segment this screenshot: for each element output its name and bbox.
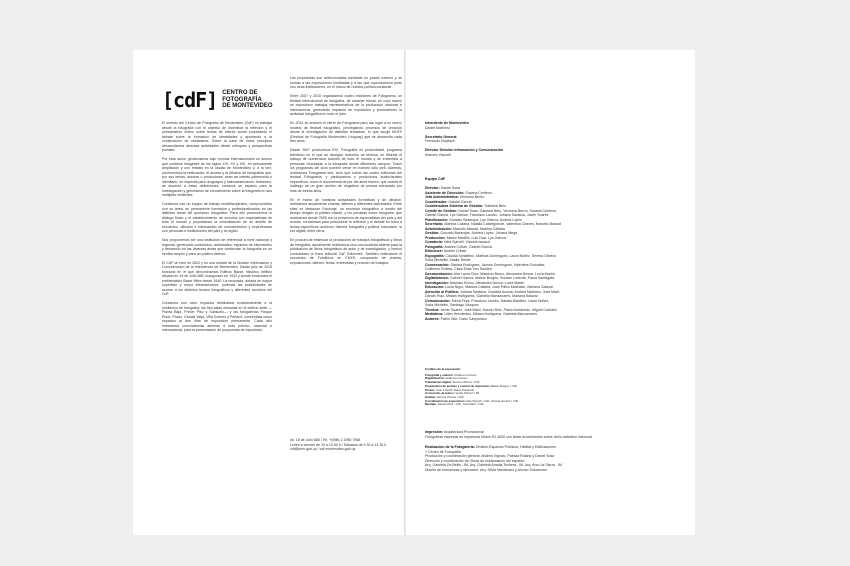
- team-label: Espografía:: [425, 253, 445, 258]
- team-text: Javier Suárez, José Martí, Darwin Ruiz, Pablo Arredondo, Miguel Carballo: [440, 307, 557, 312]
- credits-list: [425, 374, 675, 407]
- paragraph: En 2014 se anunció el cierre de Fotograma para dar lugar a un nuevo modelo de festival fotográfico, privilegiando procesos de creación desde la investigación de distintas temáticas, lo que surgió MUFF (Festival de Fotografía Montevideo Uruguay) que se desarrolla cada tres años.: [290, 121, 402, 143]
- credit-text: Darwin Ruiz / CdF, José Martí / CdF: [437, 403, 484, 407]
- authority-item: [425, 121, 675, 130]
- impresion-label: Impresión:: [425, 430, 444, 434]
- team-label: Mediateca:: [425, 312, 444, 316]
- team-text: Gonzalo Bazerque, Andrea López, Johana Mega: [440, 231, 518, 235]
- paragraph: Por esta razón, gestionamos bajo normas internacionales un acervo que contiene imágenes de los siglos XIX, XX y XXI, en permanente ampliación y con énfasis en la ciudad de Montevideo y, a la vez, promovemos la realización, el acceso y la difusión de fotografías que, por sus temas, autores o productores, sean de interés patrimonial e identitario, en especial para uruguayos y latinoamericanos. Asimismo, de acuerdo a estas definiciones, creamos un espacio para la investigación y generación de conocimiento sobre la fotografía en sus múltiples vertientes.: [162, 157, 272, 197]
- team-label: Conservación:: [425, 262, 450, 267]
- authority-role: Secretario General: [425, 134, 457, 139]
- page-gutter: [404, 50, 406, 535]
- address-line: Av. 18 de Julio 885 / Tel. +(598) 2 1950 7968: [290, 438, 361, 442]
- team-text: Lilián Hernández, Miriam Hortiguera, Gabriela Manzanares: [444, 312, 537, 316]
- team-text: Sofía Michelini, Santiago Vázquez: [425, 303, 479, 307]
- team-label: Director:: [425, 186, 440, 190]
- realizacion-block: [425, 445, 675, 472]
- team-label: Planificación:: [425, 217, 449, 222]
- logo-line-1: CENTRO DE: [222, 90, 258, 97]
- team-label: Comunicación:: [425, 298, 451, 303]
- credit-text: Serena Olivera / CdF: [452, 381, 480, 385]
- address-line: Lunes a viernes de 10 a 19.30 h / Sábados de 9.30 a 14.30 h: [290, 442, 387, 447]
- credits-block: [425, 368, 675, 407]
- team-text: Andrés Cribari, Gabriel García: [444, 244, 493, 249]
- team-label: Coordinador:: [425, 199, 448, 204]
- team-text: Daniel Sosa, Gabriela Belo, Verónica Berrío, Susana Centeno,: [458, 208, 557, 213]
- paragraph: Entre 2007 y 2015 organizamos cuatro ediciones de Fotograma, un festival internacional de fotografía, de carácter bienal, en cuyo marco se expusieron trabajos representativos de la producción nacional e internacional, generando espacios de exposición y promoviendo la actividad fotográfica en todo el país.: [290, 94, 402, 116]
- team-text: Ana Laura Cirio, Mauricio Bruno, Alexandra Nóvoa, Lucía Martín: [453, 271, 555, 276]
- credit-label: Fotografía y edición:: [425, 373, 454, 377]
- paragraph: Las propuestas son seleccionadas mediante un jurado externo y se suman a las exposiciones ineditadas y a las que coproducimos junto con otras instituciones, en el marco de nuestra política curatorial.: [290, 76, 402, 89]
- team-label: Ediciones:: [425, 249, 443, 253]
- credit-text: Verba Parisini / IM: [455, 392, 479, 396]
- team-label: Atención al Público:: [425, 289, 460, 294]
- team-text: Pablo Tate, Dario Campulano: [440, 316, 487, 321]
- team-block: [425, 177, 675, 321]
- credits-title: Créditos de la exposición:: [425, 367, 461, 371]
- credit-label: Coordinación de exposición:: [425, 399, 465, 403]
- authority-role: Intendente de Montevideo: [425, 121, 469, 125]
- team-text: Guillermo Robles, Clara Elías Von Sanden: [425, 267, 492, 271]
- team-text: Martina Callaba, Natalia Castelgrande, Valentina Chaves, Marcelo Mawad: [444, 222, 561, 226]
- realizacion-line: Producción y coordinación general: Andrea Vignolo, Patricia Roland y Daniel Sosa: [425, 454, 555, 458]
- paragraph: En el marco de nuestras actividades formativas y de difusión, realizamos anualmente charlas, talleres y diferentes actividades. Entre ellas se destacan Fotoviaje, un recorrido fotográfico a través del tiempo dirigido al público infantil, y los jornadas sobre fotografía, que realizamos desde 2005 con la presencia de especialistas del país y del mundo, concebidas para profundizar la reflexión y el debate en torno a temas específicos: archivos, historia, fotografía y política, educación, la era digital, entre otros.: [290, 197, 402, 233]
- team-text: Gonzalo Bazerque, Lys Gainza, Andrea López: [449, 217, 522, 222]
- team-label: Jefa Administrativa:: [425, 195, 459, 199]
- credit-label: Digitalización:: [425, 377, 445, 381]
- team-label: Investigación:: [425, 280, 449, 285]
- team-text: Susana Centeno: [465, 190, 492, 195]
- logo-text: [222, 90, 272, 110]
- paragraph: Contamos con un equipo de trabajo multidisciplinario, comprometido con su tarea, en permanente formación y profesionalización en las distintas áreas del quehacer fotográfico. Para ello promovemos el diálogo fluido y el establecimiento de vínculos con especialistas de todo el mundo y propiciamos la consolidación de un ámbito de encuentro, difusión e intercambio de conocimientos y experiencias con personas e instituciones del país y la región.: [162, 202, 272, 233]
- credit-label: Corrección de textos:: [425, 392, 455, 396]
- address-block: [290, 438, 402, 452]
- logo-mark: [cdF]: [162, 88, 218, 112]
- credit-label: Preparación de archivo y control de impresión:: [425, 384, 490, 388]
- team-label: Curaduría:: [425, 240, 443, 244]
- team-text: Mauro Martiño, Luis Díaz, Lys Gainza: [446, 235, 506, 240]
- team-title: Equipo CdF: [425, 177, 445, 181]
- credit-text: Juan Franelli, Mario Paulinelli: [435, 388, 474, 392]
- team-label: Comité de Gestión:: [425, 208, 458, 213]
- team-label: Educación:: [425, 285, 445, 289]
- team-text: Johana Santana, Graciela Acosta, Andrea Martínez, José Martí,: [460, 289, 561, 294]
- team-text: Claudia Schiaffino, Mathías Dominguez, Laura Núñez, Serena Olivera,: [445, 253, 557, 258]
- team-list: [425, 186, 675, 321]
- impresion-detail: Fotografías impresas en impresora Mutoh RJ 4000 con tintas ecosolventes sobre vinilo adhesivo Intercoat.: [425, 434, 593, 439]
- realizacion-line: Dirección y coordinación de Obras de implantación del espacio:: [425, 458, 525, 463]
- team-text: Gabriel García, Lys Gainza, Francisco Landro, Johana Santana, Javier Suárez: [425, 213, 549, 217]
- paragraph: El sentido del Centro de Fotografía de Montevideo (CdF) es trabajar desde la fotografía con el objetivo de incentivar la reflexión y el pensamiento crítico sobre temas de interés social propiciando el debate sobre la formación de identidades y aportando a la construcción de ciudadanía. Sobre la base de estos principios desarrollamos diversas actividades desde enfoques y perspectivas plurales.: [162, 121, 272, 152]
- team-text: Gabriel García, Maisor Borges, Horacio Loriente, Paula Santagata: [450, 276, 555, 280]
- credit-text: Maisor Borges / CdF: [490, 384, 518, 388]
- authority-item: [425, 135, 675, 144]
- team-text: Mauricio Bruno, Alexandra Nóvoa, Lucía Martín: [449, 280, 525, 285]
- paragraph: En procura de estimular la producción de trabajos fotográficos y libros de fotografía, anualmente realizamos una convocatoria abierta para la publicación de libros fotográficos de autor y de investigación, y hemos consolidado la línea editorial CdF Ediciones. También realizamos el encuentro de Fotolibros en CMYK, compuesto de charlas, exposiciones, talleres, ferias, entrevistas y revisión de trabajos.: [290, 238, 402, 265]
- team-label: Técnica:: [425, 307, 440, 312]
- logo-line-2: FOTOGRAFÍA: [222, 96, 262, 103]
- credit-label: Tratamiento digital:: [425, 381, 452, 385]
- team-label: Administración:: [425, 226, 452, 231]
- team-text: Darwin Ruiz, Miriam Hortiguera, Gabriela Manzanares, Mariana Salazar: [425, 294, 538, 298]
- team-text: Héla Spinelli, Victoria Ismach: [443, 240, 490, 244]
- realizacion-text: División Espacios Públicos, Hábitat y Edificaciones: [475, 445, 556, 449]
- credit-row: [425, 403, 675, 407]
- authorities-block: [425, 121, 675, 162]
- team-text: Daniel Sosa: [440, 186, 460, 190]
- team-label: Asistente de Dirección:: [425, 190, 465, 195]
- impresion-block: [425, 430, 675, 439]
- team-text: Sofía Michelini, Nadia Terkiel: [425, 258, 471, 262]
- team-text: Verónica Berrío: [459, 195, 485, 199]
- team-label: Coordinadora Sistema de Gestión:: [425, 204, 484, 208]
- paragraph: Contamos con ocho espacios destinados exclusivamente a la exhibición de fotografía: las tres salas ubicadas en el edificio sede —Planta Baja, Primer Piso y Subsuelo— y las fotogalerías Parque Rodó, Prado, Ciudad Vieja, Villa Dolores y Peñarol, concebidas como espacios al aire libre de exposición permanente. Cada año realizamos convocatorias abiertas a todo público, nacional e internacional, para la presentación de propuestas de exposición.: [162, 301, 272, 332]
- contact-line: cdf@imm.gub.uy / cdf.montevideo.gub.uy: [290, 447, 356, 451]
- credit-text: Guillermo Franco: [445, 377, 468, 381]
- authority-item: [425, 148, 675, 157]
- team-text: Marcelo Mawad, Martina Callaba: [453, 226, 505, 231]
- paragraph: Nos proponemos ser una institución de referencia a nivel nacional y regional, generando contenidos, actividades, espacios de intercambio y desarrollo en las diversas áreas que conforman la fotografía en un sentido amplio y para un público diverso.: [162, 238, 272, 256]
- realizacion-line: Diseño de estructuras y ejecución: Arq. Silvia Mansicano y Alonso Soluciones: [425, 467, 547, 472]
- team-label: Digitalización:: [425, 276, 450, 280]
- team-text: Lucía Nigro, Martina Callaba, Juan Pablo Machado, Mariana Salazar: [445, 285, 554, 289]
- left-column-2: [290, 76, 402, 270]
- left-column-1: [162, 121, 272, 337]
- authority-name: Fernando Nopitsch: [425, 139, 455, 143]
- team-text: Gabriela Belo: [484, 204, 506, 208]
- team-text: Andrés Cribari: [443, 249, 467, 253]
- logo-line-3: DE MONTEVIDEO: [222, 103, 273, 110]
- team-row: [425, 317, 675, 322]
- team-label: Fotografía:: [425, 244, 444, 249]
- cdf-logo: [162, 88, 273, 112]
- paragraph: Desde 2007 producimos fOZ, Fotografía en profundidad, programa televisivo en el que se divulgan nociones de técnica, se difunde el trabajo de numerosos autores de todo el mundo y se entrevista a personas vinculadas a la fotografía desde diferentes campos. Todos los programas del ciclo pueden verse en nuestro sitio web. Además, realizamos Fotograma text, ciclo que cubrió las cuatro ediciones del festival Fotograma, y participamos y producimos audiovisuales específicos, como el documental de por del árbol blanco, que cuenta el hallazgo de un gran archivo de negativos de prensa extraviado por más de treinta años.: [290, 148, 402, 193]
- team-label: Documentación:: [425, 271, 453, 276]
- team-text: Elena Feys, Francisco Landro, Natalia Mardero, Laura Núñez,: [451, 298, 550, 303]
- team-label: Secretaría:: [425, 222, 444, 226]
- authority-name: Marcelo Visconti: [425, 152, 451, 157]
- authority-name: Daniel Martínez: [425, 125, 450, 130]
- team-text: Sandra Rodríguez, Jazmín Domínguez, Valentina González,: [450, 262, 546, 267]
- team-label: Producción:: [425, 235, 446, 240]
- credit-label: Montaje:: [425, 403, 437, 407]
- credit-label: Gráfica:: [425, 395, 436, 399]
- team-label: Gestión:: [425, 231, 440, 235]
- realizacion-line: Arq. Gabriela De Bellis - IM, Arq. Gabriela Anadia Techera - IM, Arq. Ana Lía Sierra - IM: [425, 463, 562, 467]
- team-label: Autores:: [425, 316, 440, 321]
- authority-role: Director División Información y Comunicación: [425, 148, 504, 152]
- impresion-text: Arquitectura Promocional: [443, 430, 484, 434]
- realizacion-label: Realización de la Fotogalería:: [425, 445, 475, 449]
- paragraph: El CdF se creó en 2002 y es una unidad de la División Información y Comunicación de la Intendencia de Montevideo. Desde julio de 2015 funciona en el que denominamos Edificio Bazar, histórico edificio situado en 18 de Julio 885, inaugurado en 1932 y donde funcionara el emblemático Bazar Mitre desde 1940. La renovada, dotada de mayor superficie y mejor infraestructura, potencia las posibilidades de acceso a los distintos fondos fotográficos y diferentes servicios del CdF.: [162, 260, 272, 296]
- credit-text: Héla Spinelli / CdF, Victoria Ismach / CdF: [465, 399, 519, 403]
- credit-text: Serena Olivera / CdF: [436, 395, 464, 399]
- credit-text: Guillermo Franco: [454, 373, 477, 377]
- realizacion-line: + Centro de Fotografía: [425, 449, 461, 454]
- credit-label: Textos:: [425, 388, 436, 392]
- team-text: Gabriel García: [448, 199, 472, 204]
